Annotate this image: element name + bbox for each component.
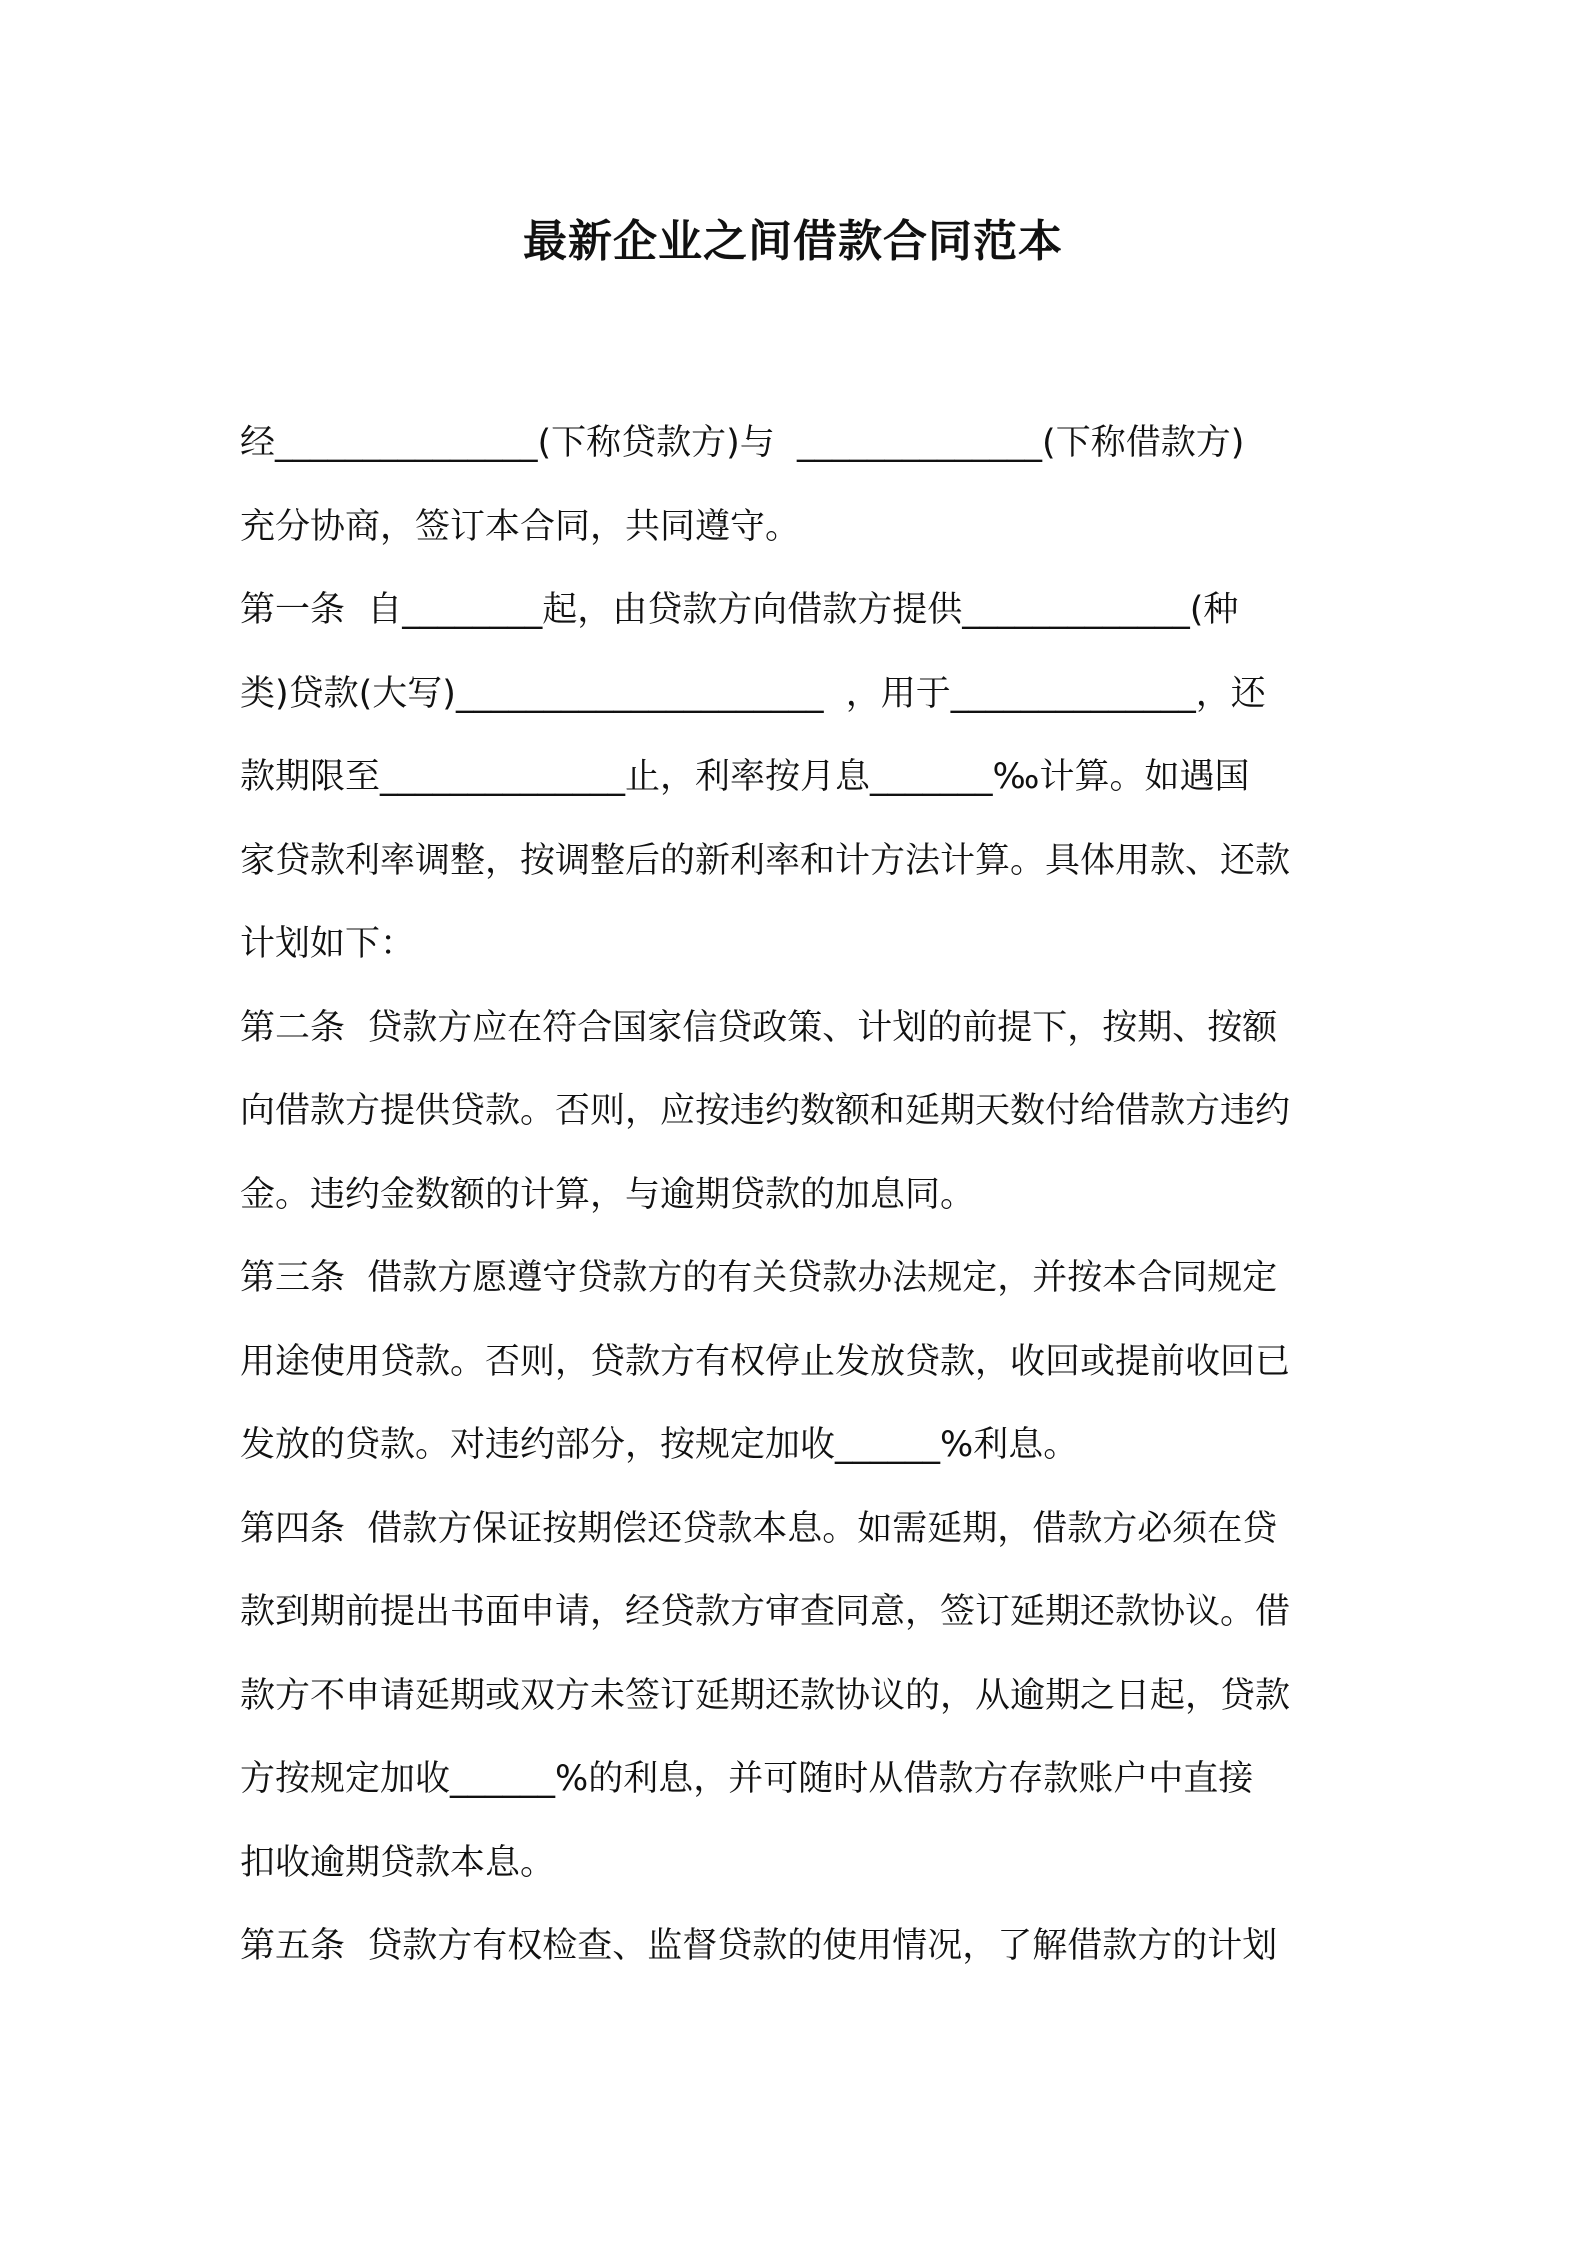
body-line: 经_______________(下称贷款方)与 ______________(下称借款方) [240,423,1245,463]
body-line: 方按规定加收______%的利息，并可随时从借款方存款账户中直接 [240,1759,1254,1799]
document-body [240,402,1360,1989]
body-line: 款到期前提出书面申请，经贷款方审查同意，签订延期还款协议。借 [240,1592,1291,1632]
body-line: 第四条 借款方保证按期偿还贷款本息。如需延期，借款方必须在贷 [240,1508,1278,1549]
body-line: 计划如下： [240,924,416,964]
body-line: 家贷款利率调整，按调整后的新利率和计方法计算。具体用款、还款 [240,840,1291,881]
body-line: 第一条 自________起，由贷款方向借款方提供_____________(种 [240,590,1239,630]
body-line: 款期限至______________止，利率按月息_______‰计算。如遇国 [240,757,1250,797]
body-line: 第三条 借款方愿遵守贷款方的有关贷款办法规定，并按本合同规定 [240,1258,1278,1298]
body-line: 款方不申请延期或双方未签订延期还款协议的，从逾期之日起，贷款 [240,1675,1291,1716]
body-line: 第五条 贷款方有权检查、监督贷款的使用情况，了解借款方的计划 [240,1926,1278,1966]
body-line: 向借款方提供贷款。否则，应按违约数额和延期天数付给借款方违约 [240,1091,1291,1131]
body-line: 第二条 贷款方应在符合国家信贷政策、计划的前提下，按期、按额 [240,1007,1278,1048]
body-line: 类)贷款(大写)_____________________ ，用于______________，还 [240,673,1266,714]
body-line: 金。违约金数额的计算，与逾期贷款的加息同。 [240,1174,976,1215]
document-title: 最新企业之间借款合同范本 [523,216,1063,267]
body-line: 用途使用贷款。否则，贷款方有权停止发放贷款，收回或提前收回已 [240,1341,1291,1382]
body-line: 充分协商，签订本合同，共同遵守。 [240,506,801,547]
body-line: 扣收逾期贷款本息。 [240,1842,556,1883]
body-line: 发放的贷款。对违约部分，按规定加收______%利息。 [240,1425,1079,1465]
